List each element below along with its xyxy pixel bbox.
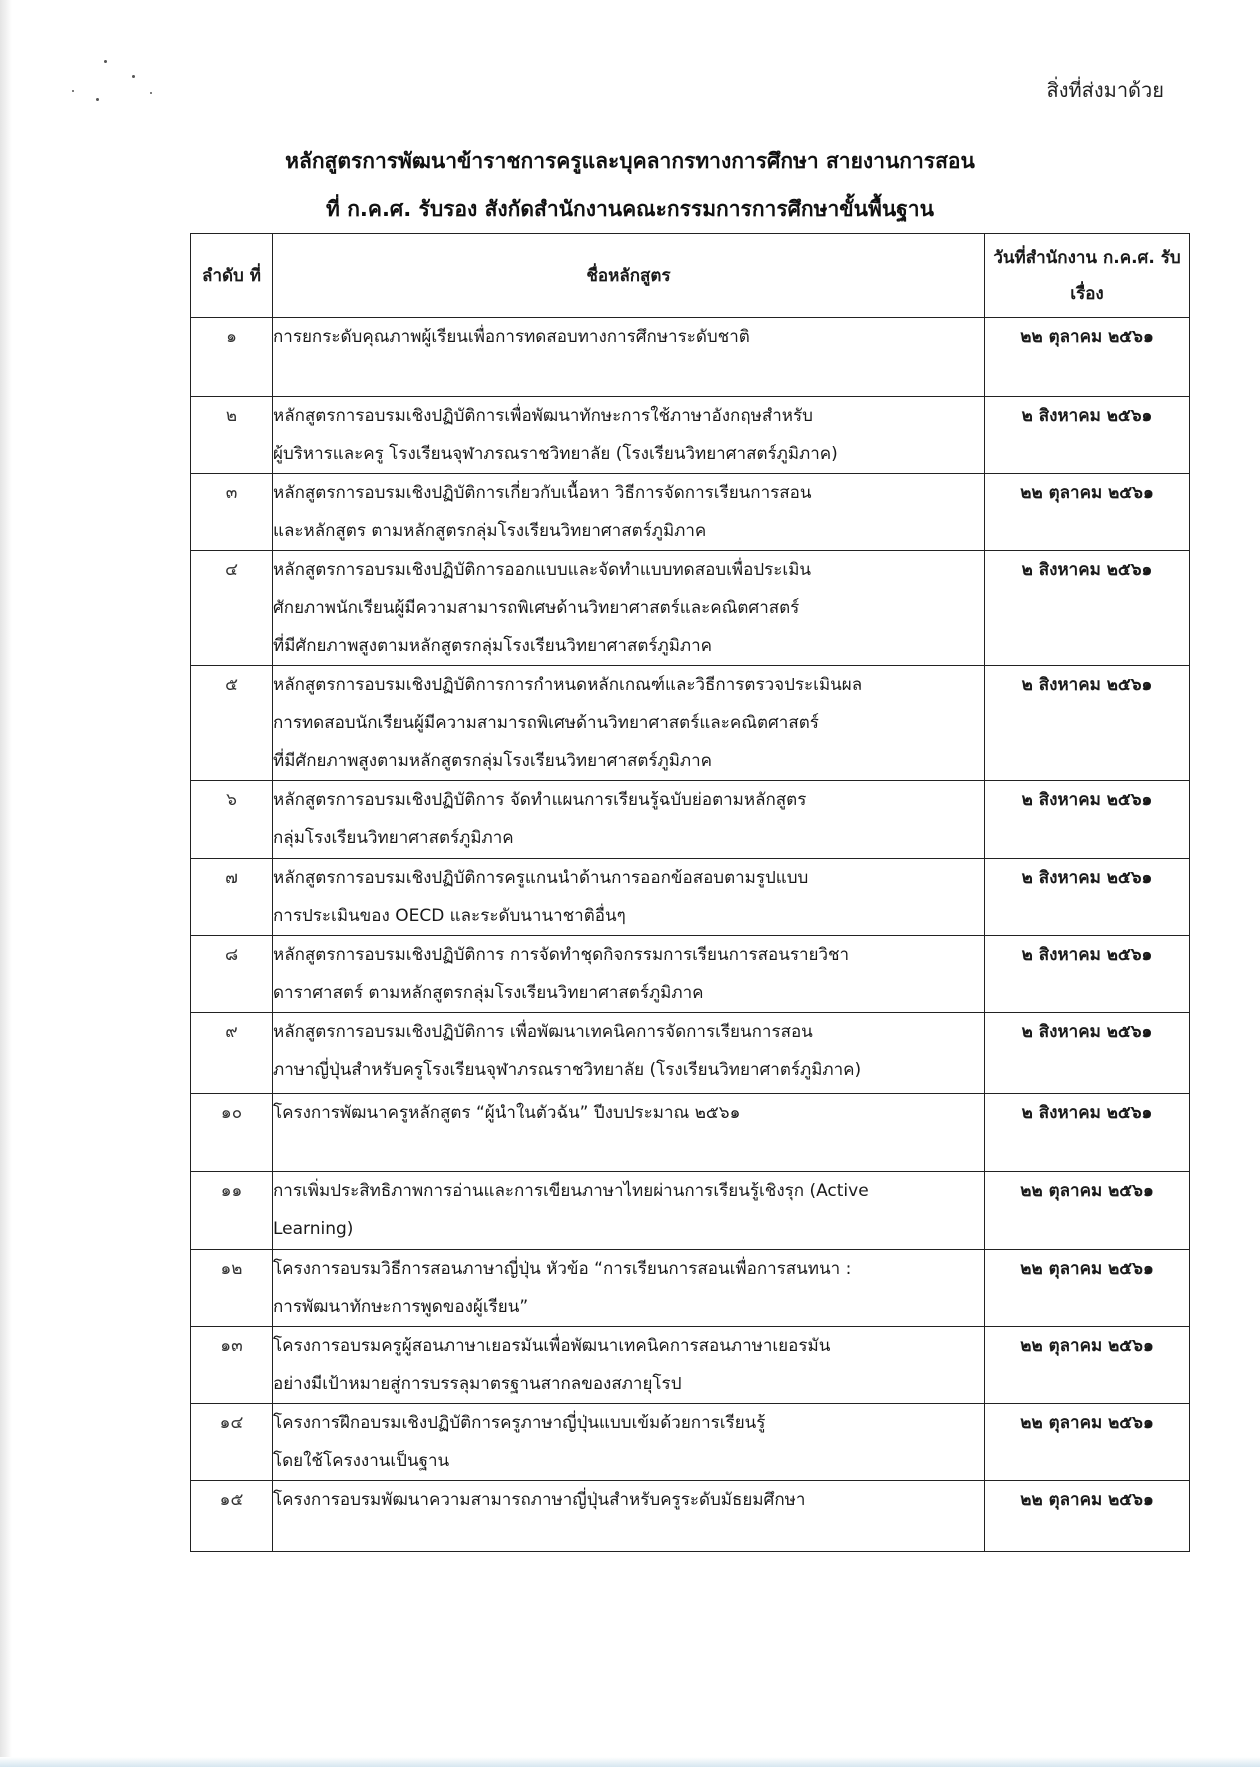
row-course-name xyxy=(273,1094,985,1172)
row-order-number: ๘ xyxy=(191,936,273,1013)
row-order-number: ๖ xyxy=(191,781,273,859)
row-received-date: ๒๒ ตุลาคม ๒๕๖๑ xyxy=(985,318,1190,397)
row-course-name xyxy=(273,1172,985,1250)
course-name-line: กลุ่มโรงเรียนวิทยาศาสตร์ภูมิภาค xyxy=(273,828,514,848)
table-header-row xyxy=(191,234,1190,318)
row-order-number: ๙ xyxy=(191,1013,273,1094)
row-course-name xyxy=(273,1327,985,1404)
scan-speck xyxy=(104,60,107,63)
row-received-date: ๒ สิงหาคม ๒๕๖๑ xyxy=(985,397,1190,474)
row-course-name xyxy=(273,666,985,781)
table-row xyxy=(191,1327,1190,1404)
course-name-line: หลักสูตรการอบรมเชิงปฏิบัติการ เพื่อพัฒนาเทคนิคการจัดการเรียนการสอน xyxy=(273,1022,813,1042)
row-order-number: ๑๐ xyxy=(191,1094,273,1172)
row-course-name xyxy=(273,936,985,1013)
table-row xyxy=(191,666,1190,781)
table-body xyxy=(191,318,1190,1552)
header-received-date: วันที่สำนักงาน ก.ค.ศ. รับเรื่อง xyxy=(985,234,1190,318)
row-order-number: ๑ xyxy=(191,318,273,397)
row-received-date: ๒ สิงหาคม ๒๕๖๑ xyxy=(985,666,1190,781)
row-course-name xyxy=(273,1404,985,1481)
courses-table xyxy=(190,233,1190,1552)
scan-speck xyxy=(132,75,135,78)
table-row xyxy=(191,397,1190,474)
course-name-line: ที่มีศักยภาพสูงตามหลักสูตรกลุ่มโรงเรียนวิทยาศาสตร์ภูมิภาค xyxy=(273,751,713,771)
course-name-line: การทดสอบนักเรียนผู้มีความสามารถพิเศษด้านวิทยาศาสตร์และคณิตศาสตร์ xyxy=(273,713,819,733)
course-name-line: Learning) xyxy=(273,1219,354,1239)
course-name-line: อย่างมีเป้าหมายสู่การบรรลุมาตรฐานสากลของสภายุโรป xyxy=(273,1374,682,1394)
row-order-number: ๗ xyxy=(191,859,273,936)
row-course-name xyxy=(273,1013,985,1094)
course-name-line: โครงการอบรมวิธีการสอนภาษาญี่ปุ่น หัวข้อ “การเรียนการสอนเพื่อการสนทนา : xyxy=(273,1259,852,1279)
course-name-line: หลักสูตรการอบรมเชิงปฏิบัติการครูแกนนำด้านการออกข้อสอบตามรูปแบบ xyxy=(273,868,809,888)
row-received-date: ๒ สิงหาคม ๒๕๖๑ xyxy=(985,1094,1190,1172)
course-name-line: โดยใช้โครงงานเป็นฐาน xyxy=(273,1451,450,1471)
course-name-line: ศักยภาพนักเรียนผู้มีความสามารถพิเศษด้านวิทยาศาสตร์และคณิตศาสตร์ xyxy=(273,598,800,618)
row-received-date: ๒ สิงหาคม ๒๕๖๑ xyxy=(985,859,1190,936)
attachment-label: สิ่งที่ส่งมาด้วย xyxy=(1046,78,1164,102)
course-name-line: ภาษาญี่ปุ่นสำหรับครูโรงเรียนจุฬาภรณราชวิทยาลัย (โรงเรียนวิทยาศาตร์ภูมิภาค) xyxy=(273,1060,862,1080)
row-course-name xyxy=(273,474,985,551)
course-name-line: โครงการพัฒนาครูหลักสูตร “ผู้นำในตัวฉัน” ปีงบประมาณ ๒๕๖๑ xyxy=(273,1103,741,1123)
row-received-date: ๒๒ ตุลาคม ๒๕๖๑ xyxy=(985,1404,1190,1481)
row-course-name xyxy=(273,551,985,666)
row-order-number: ๔ xyxy=(191,551,273,666)
row-received-date: ๒ สิงหาคม ๒๕๖๑ xyxy=(985,936,1190,1013)
row-order-number: ๑๓ xyxy=(191,1327,273,1404)
page-scan-edge xyxy=(0,0,12,1767)
table-row xyxy=(191,474,1190,551)
document-title-line-2: ที่ ก.ค.ศ. รับรอง สังกัดสำนักงานคณะกรรมการการศึกษาขั้นพื้นฐาน xyxy=(326,197,934,221)
course-name-line: หลักสูตรการอบรมเชิงปฏิบัติการเกี่ยวกับเนื้อหา วิธีการจัดการเรียนการสอน xyxy=(273,483,812,503)
table-row xyxy=(191,1404,1190,1481)
course-name-line: ดาราศาสตร์ ตามหลักสูตรกลุ่มโรงเรียนวิทยาศาสตร์ภูมิภาค xyxy=(273,983,704,1003)
row-received-date: ๒๒ ตุลาคม ๒๕๖๑ xyxy=(985,1481,1190,1552)
course-name-line: การพัฒนาทักษะการพูดของผู้เรียน” xyxy=(273,1297,529,1317)
course-name-line: การยกระดับคุณภาพผู้เรียนเพื่อการทดสอบทางการศึกษาระดับชาติ xyxy=(273,327,750,347)
row-course-name xyxy=(273,1250,985,1327)
header-course-name: ชื่อหลักสูตร xyxy=(273,234,985,318)
table-row xyxy=(191,551,1190,666)
course-name-line: โครงการอบรมครูผู้สอนภาษาเยอรมันเพื่อพัฒนาเทคนิคการสอนภาษาเยอรมัน xyxy=(273,1336,831,1356)
course-name-line: หลักสูตรการอบรมเชิงปฏิบัติการออกแบบและจัดทำแบบทดสอบเพื่อประเมิน xyxy=(273,560,812,580)
header-order-number: ลำดับ ที่ xyxy=(191,234,273,318)
table-row xyxy=(191,318,1190,397)
row-course-name xyxy=(273,318,985,397)
course-name-line: ที่มีศักยภาพสูงตามหลักสูตรกลุ่มโรงเรียนวิทยาศาสตร์ภูมิภาค xyxy=(273,636,713,656)
row-course-name xyxy=(273,397,985,474)
table-row xyxy=(191,1094,1190,1172)
course-name-line: หลักสูตรการอบรมเชิงปฏิบัติการการกำหนดหลักเกณฑ์และวิธีการตรวจประเมินผล xyxy=(273,675,863,695)
course-name-line: หลักสูตรการอบรมเชิงปฏิบัติการเพื่อพัฒนาทักษะการใช้ภาษาอังกฤษสำหรับ xyxy=(273,406,813,426)
course-name-line: โครงการอบรมพัฒนาความสามารถภาษาญี่ปุ่นสำหรับครูระดับมัธยมศึกษา xyxy=(273,1490,806,1510)
course-name-line: หลักสูตรการอบรมเชิงปฏิบัติการ การจัดทำชุดกิจกรรมการเรียนการสอนรายวิชา xyxy=(273,945,850,965)
row-received-date: ๒๒ ตุลาคม ๒๕๖๑ xyxy=(985,474,1190,551)
course-name-line: การประเมินของ OECD และระดับนานาชาติอื่นๆ xyxy=(273,906,626,926)
table-row xyxy=(191,936,1190,1013)
row-order-number: ๕ xyxy=(191,666,273,781)
table-row xyxy=(191,1172,1190,1250)
course-name-line: ผู้บริหารและครู โรงเรียนจุฬาภรณราชวิทยาลัย (โรงเรียนวิทยาศาสตร์ภูมิภาค) xyxy=(273,444,838,464)
row-received-date: ๒ สิงหาคม ๒๕๖๑ xyxy=(985,781,1190,859)
page-scan-bottom-edge xyxy=(0,1757,1260,1767)
table-row xyxy=(191,1250,1190,1327)
course-name-line: หลักสูตรการอบรมเชิงปฏิบัติการ จัดทำแผนการเรียนรู้ฉบับย่อตามหลักสูตร xyxy=(273,790,807,810)
row-received-date: ๒ สิงหาคม ๒๕๖๑ xyxy=(985,551,1190,666)
scan-speck xyxy=(72,90,74,92)
row-order-number: ๑๕ xyxy=(191,1481,273,1552)
row-course-name xyxy=(273,781,985,859)
row-received-date: ๒ สิงหาคม ๒๕๖๑ xyxy=(985,1013,1190,1094)
row-order-number: ๑๔ xyxy=(191,1404,273,1481)
row-received-date: ๒๒ ตุลาคม ๒๕๖๑ xyxy=(985,1327,1190,1404)
row-order-number: ๑๒ xyxy=(191,1250,273,1327)
row-order-number: ๑๑ xyxy=(191,1172,273,1250)
row-order-number: ๒ xyxy=(191,397,273,474)
table-row xyxy=(191,1013,1190,1094)
course-name-line: โครงการฝึกอบรมเชิงปฏิบัติการครูภาษาญี่ปุ่นแบบเข้มด้วยการเรียนรู้ xyxy=(273,1413,766,1433)
table-row xyxy=(191,781,1190,859)
row-course-name xyxy=(273,859,985,936)
course-name-line: และหลักสูตร ตามหลักสูตรกลุ่มโรงเรียนวิทยาศาสตร์ภูมิภาค xyxy=(273,521,707,541)
row-received-date: ๒๒ ตุลาคม ๒๕๖๑ xyxy=(985,1172,1190,1250)
row-received-date: ๒๒ ตุลาคม ๒๕๖๑ xyxy=(985,1250,1190,1327)
scan-speck xyxy=(96,98,99,101)
table-row xyxy=(191,1481,1190,1552)
scan-speck xyxy=(150,92,152,94)
table-row xyxy=(191,859,1190,936)
row-order-number: ๓ xyxy=(191,474,273,551)
course-name-line: การเพิ่มประสิทธิภาพการอ่านและการเขียนภาษาไทยผ่านการเรียนรู้เชิงรุก (Active xyxy=(273,1181,869,1201)
row-course-name xyxy=(273,1481,985,1552)
document-title-line-1: หลักสูตรการพัฒนาข้าราชการครูและบุคลากรทางการศึกษา สายงานการสอน xyxy=(285,149,975,173)
